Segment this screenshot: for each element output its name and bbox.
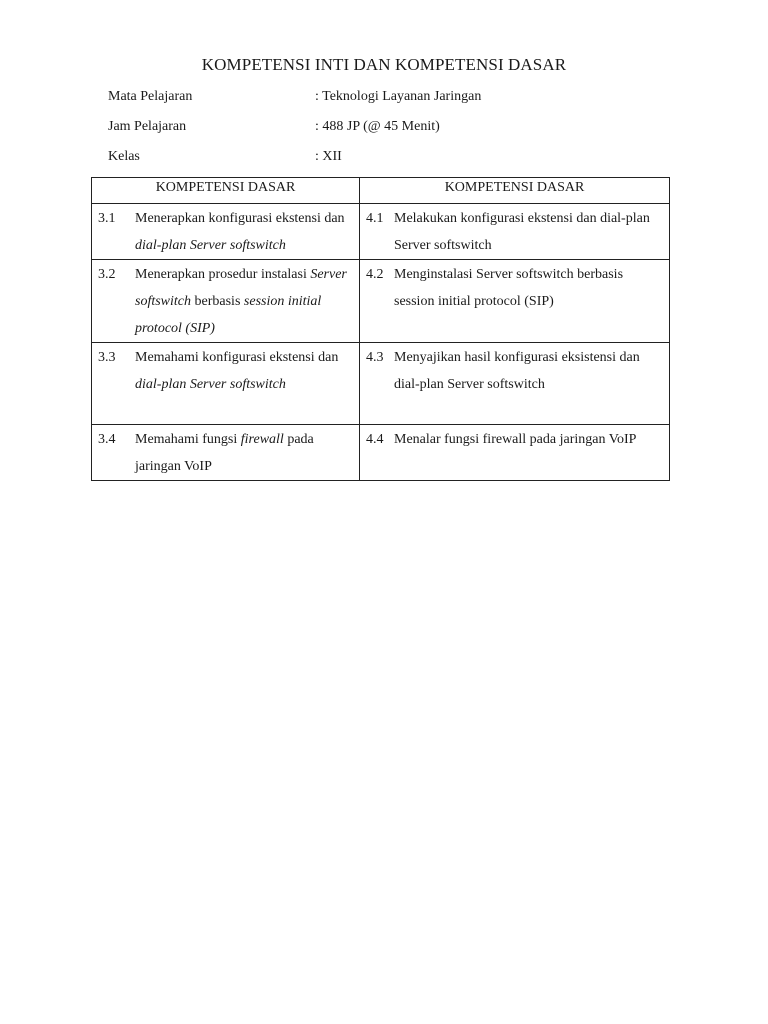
- meta-value: : 488 JP (@ 45 Menit): [315, 119, 440, 134]
- meta-label: Jam Pelajaran: [108, 119, 187, 134]
- item-number: 4.4: [366, 432, 384, 447]
- table-row: [92, 260, 670, 343]
- item-number: 4.2: [366, 267, 384, 282]
- item-text: Memahami fungsi firewall pada jaringan VoIP: [135, 432, 314, 474]
- meta-value: : Teknologi Layanan Jaringan: [315, 89, 482, 104]
- item-text: Melakukan konfigurasi ekstensi dan dial-plan Server softswitch: [394, 211, 650, 253]
- item-number: 3.2: [98, 267, 116, 282]
- table-header-row: [92, 178, 670, 204]
- meta-value: : XII: [315, 149, 342, 164]
- table-row: [92, 425, 670, 481]
- table-cell-right: [360, 260, 670, 343]
- item-text: Menginstalasi Server softswitch berbasis session initial protocol (SIP): [394, 267, 624, 309]
- item-number: 3.3: [98, 350, 116, 365]
- item-number: 4.1: [366, 211, 384, 226]
- item-number: 3.1: [98, 211, 116, 226]
- meta-label: Mata Pelajaran: [108, 89, 193, 104]
- column-header-right: KOMPETENSI DASAR: [360, 178, 670, 204]
- table-cell-left: [92, 425, 360, 481]
- meta-label: Kelas: [108, 149, 140, 164]
- item-text: Menalar fungsi firewall pada jaringan VoIP: [394, 432, 637, 447]
- table-cell-right: [360, 425, 670, 481]
- table-cell-right: [360, 204, 670, 260]
- item-text: Menyajikan hasil konfigurasi eksistensi dan dial-plan Server softswitch: [394, 350, 640, 392]
- item-text: Menerapkan konfigurasi ekstensi dan dial-plan Server softswitch: [135, 211, 345, 253]
- table-cell-left: [92, 343, 360, 425]
- item-text: Memahami konfigurasi ekstensi dan dial-plan Server softswitch: [135, 350, 339, 392]
- item-text: Menerapkan prosedur instalasi Server softswitch berbasis session initial protocol (SIP): [135, 267, 347, 336]
- table-cell-right: [360, 343, 670, 425]
- competency-table: [91, 177, 670, 481]
- page-title: KOMPETENSI INTI DAN KOMPETENSI DASAR: [201, 55, 567, 74]
- table-row: [92, 204, 670, 260]
- item-number: 3.4: [98, 432, 116, 447]
- table-row: [92, 343, 670, 425]
- item-number: 4.3: [366, 350, 384, 365]
- table-cell-left: [92, 204, 360, 260]
- column-header-left: KOMPETENSI DASAR: [92, 178, 360, 204]
- table-cell-left: [92, 260, 360, 343]
